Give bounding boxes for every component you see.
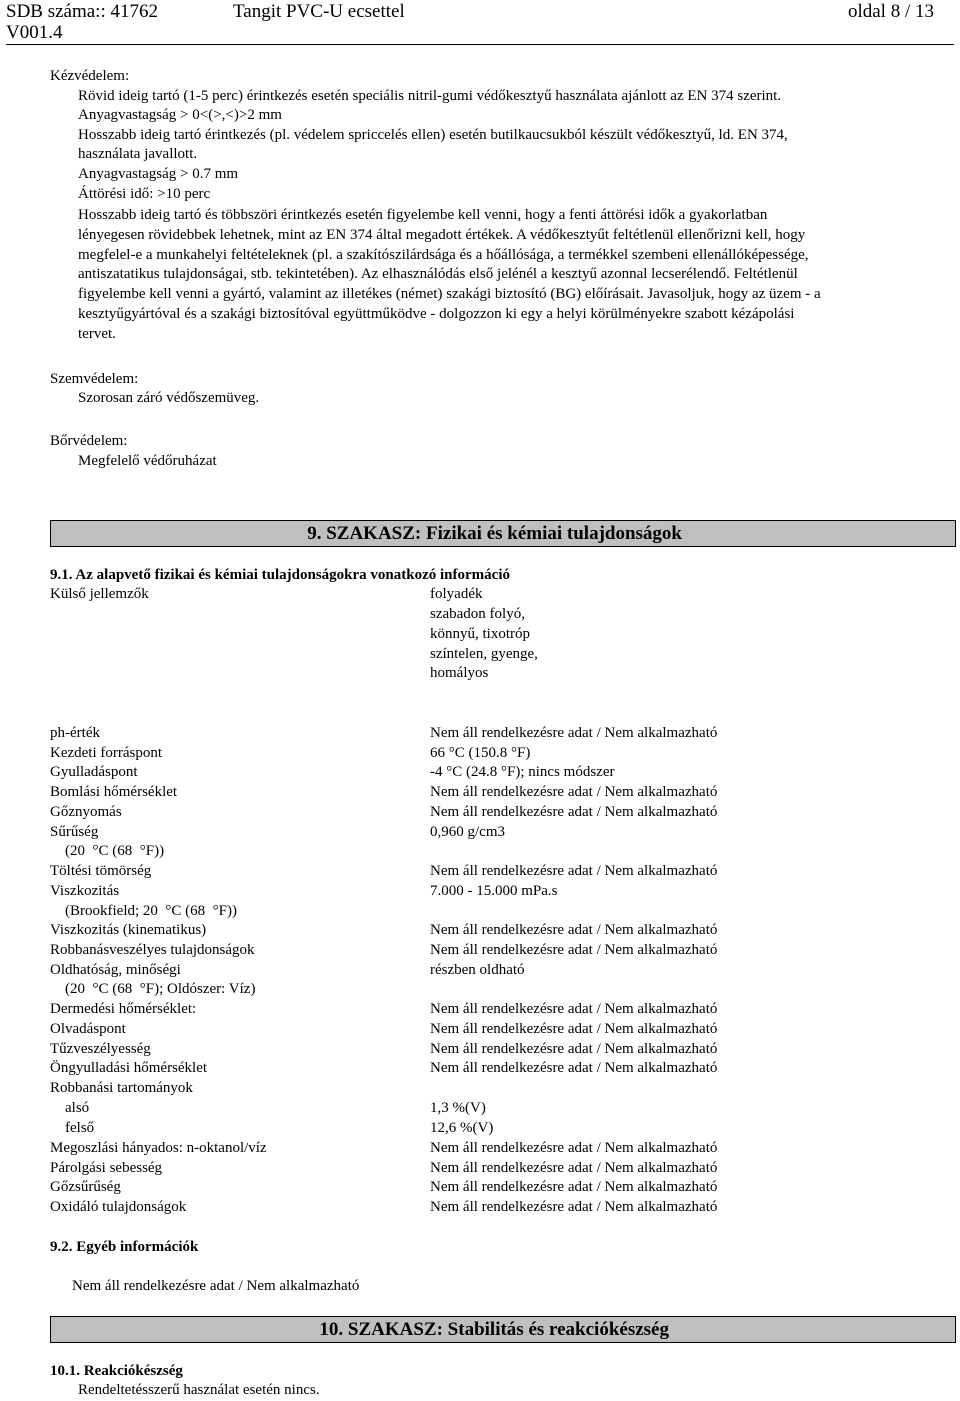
property-label: Megoszlási hányados: n-oktanol/víz bbox=[50, 1140, 267, 1156]
sdb-number: SDB száma:: 41762 bbox=[6, 1, 158, 22]
property-label: Dermedési hőmérséklet: bbox=[50, 1001, 197, 1017]
property-value: Nem áll rendelkezésre adat / Nem alkalmazható bbox=[430, 784, 718, 800]
header-divider bbox=[6, 44, 954, 45]
property-label: Oxidáló tulajdonságok bbox=[50, 1199, 187, 1215]
section-9-header bbox=[50, 520, 956, 547]
property-value: Nem áll rendelkezésre adat / Nem alkalmazható bbox=[430, 1001, 718, 1017]
property-label: Tűzveszélyesség bbox=[50, 1041, 151, 1057]
hand-line: Hosszabb ideig tartó érintkezés (pl. védelem spriccelés ellen) esetén butilkaucsukból készült védőkesztyű, ld. EN 374, bbox=[78, 127, 788, 143]
hand-line: Anyagvastagság > 0<(>,<)>2 mm bbox=[78, 107, 282, 123]
property-value: Nem áll rendelkezésre adat / Nem alkalmazható bbox=[430, 1179, 718, 1195]
property-label: Viszkozitás (kinematikus) bbox=[50, 922, 207, 938]
other-info-text: Nem áll rendelkezésre adat / Nem alkalmazható bbox=[72, 1278, 360, 1294]
property-label: Kezdeti forráspont bbox=[50, 745, 163, 761]
hand-line: antiszatatikus tulajdonságai, stb. tekintetében). Az elhasználódás első jelénél a kesztyű azonnal lecserélendő. Feltétlenül bbox=[78, 266, 798, 282]
property-label: Töltési tömörség bbox=[50, 863, 152, 879]
hand-line: Rövid ideig tartó (1-5 perc) érintkezés esetén speciális nitril-gumi védőkesztyű használata ajánlott az EN 374 szerint. bbox=[78, 88, 782, 104]
property-label: Gőznyomás bbox=[50, 804, 122, 820]
hand-line: megfelel-e a munkahelyi feltételeknek (pl. a szakítószilárdsága és a hőállósága, a termékkel szembeni ellenállóképessége, bbox=[78, 247, 809, 263]
appearance-label: Külső jellemzők bbox=[50, 586, 149, 602]
section-9-title: 9. SZAKASZ: Fizikai és kémiai tulajdonságok bbox=[307, 523, 682, 544]
property-value: Nem áll rendelkezésre adat / Nem alkalmazható bbox=[430, 725, 718, 741]
property-value: 0,960 g/cm3 bbox=[430, 824, 505, 840]
property-value: 7.000 - 15.000 mPa.s bbox=[430, 883, 558, 899]
property-label: Sűrűség bbox=[50, 824, 99, 840]
reactivity-text: Rendeltetésszerű használat esetén nincs. bbox=[78, 1382, 320, 1398]
subsection-9-1-title: 9.1. Az alapvető fizikai és kémiai tulajdonságokra vonatkozó információ bbox=[50, 567, 510, 583]
property-label: (20 °C (68 °F)) bbox=[50, 843, 165, 859]
appearance-value: könnyű, tixotróp bbox=[430, 626, 530, 642]
property-value: Nem áll rendelkezésre adat / Nem alkalmazható bbox=[430, 1140, 718, 1156]
section-10-title: 10. SZAKASZ: Stabilitás és reakciókészség bbox=[319, 1319, 669, 1340]
hand-line: Hosszabb ideig tartó és többszöri érintkezés esetén figyelembe kell venni, hogy a fenti áttörési idők a gyakorlatban bbox=[78, 207, 768, 223]
appearance-value: szabadon folyó, bbox=[430, 606, 525, 622]
property-label: Olvadáspont bbox=[50, 1021, 126, 1037]
property-value: Nem áll rendelkezésre adat / Nem alkalmazható bbox=[430, 804, 718, 820]
property-value: -4 °C (24.8 °F); nincs módszer bbox=[430, 764, 615, 780]
eye-protection-title: Szemvédelem: bbox=[50, 371, 139, 387]
property-value: 66 °C (150.8 °F) bbox=[430, 745, 531, 761]
eye-protection-text: Szorosan záró védőszemüveg. bbox=[78, 390, 260, 406]
property-value: 1,3 %(V) bbox=[430, 1100, 486, 1116]
page-number: oldal 8 / 13 bbox=[847, 1, 934, 22]
property-label: Robbanásveszélyes tulajdonságok bbox=[50, 942, 255, 958]
appearance-value: homályos bbox=[430, 665, 489, 681]
property-value: Nem áll rendelkezésre adat / Nem alkalmazható bbox=[430, 1041, 718, 1057]
appearance-value: folyadék bbox=[430, 586, 483, 602]
property-label: alsó bbox=[50, 1100, 90, 1116]
hand-line: Anyagvastagság > 0.7 mm bbox=[78, 166, 239, 182]
property-value: Nem áll rendelkezésre adat / Nem alkalmazható bbox=[430, 863, 718, 879]
property-label: (Brookfield; 20 °C (68 °F)) bbox=[50, 903, 237, 919]
hand-line: lényegesen rövidebbek lehetnek, mint az EN 374 által megadott értékek. A védőkesztyűt feltétlenül ellenőrizni kell, hogy bbox=[78, 227, 806, 243]
property-value: Nem áll rendelkezésre adat / Nem alkalmazható bbox=[430, 942, 718, 958]
hand-line: használata javallott. bbox=[78, 146, 198, 162]
version: V001.4 bbox=[6, 22, 63, 43]
subsection-9-2-title: 9.2. Egyéb információk bbox=[50, 1239, 199, 1255]
property-label: Robbanási tartományok bbox=[50, 1080, 193, 1096]
hand-line: tervet. bbox=[78, 326, 116, 342]
property-label: Oldhatóság, minőségi bbox=[50, 962, 181, 978]
property-value: Nem áll rendelkezésre adat / Nem alkalmazható bbox=[430, 1060, 718, 1076]
property-label: Öngyulladási hőmérséklet bbox=[50, 1060, 208, 1076]
section-10-header bbox=[50, 1316, 956, 1343]
property-value: Nem áll rendelkezésre adat / Nem alkalmazható bbox=[430, 922, 718, 938]
property-value: Nem áll rendelkezésre adat / Nem alkalmazható bbox=[430, 1021, 718, 1037]
property-label: Bomlási hőmérséklet bbox=[50, 784, 178, 800]
property-label: Viszkozitás bbox=[50, 883, 120, 899]
property-value: Nem áll rendelkezésre adat / Nem alkalmazható bbox=[430, 1160, 718, 1176]
hand-line: kesztyűgyártóval és a szakági biztosítóval együttműködve - dolgozzon ki egy a helyi körülményekre szabott kézápolási bbox=[78, 306, 795, 322]
skin-protection-title: Bőrvédelem: bbox=[50, 433, 128, 449]
property-label: felső bbox=[50, 1120, 95, 1136]
property-value: 12,6 %(V) bbox=[430, 1120, 494, 1136]
hand-line: Áttörési idő: >10 perc bbox=[78, 186, 211, 202]
property-value: részben oldható bbox=[430, 962, 525, 978]
hand-protection-title: Kézvédelem: bbox=[50, 68, 130, 84]
skin-protection-text: Megfelelő védőruházat bbox=[78, 453, 217, 469]
property-label: ph-érték bbox=[50, 725, 100, 741]
subsection-10-1-title: 10.1. Reakciókészség bbox=[50, 1363, 183, 1379]
property-label: Gyulladáspont bbox=[50, 764, 138, 780]
hand-line: figyelembe kell venni a gyártó, valamint az illetékes (német) szakági biztosító (BG) előírásait. Javasoljuk, hogy az üzem - a bbox=[78, 286, 821, 302]
page-header bbox=[0, 0, 960, 46]
property-label: (20 °C (68 °F); Oldószer: Víz) bbox=[50, 981, 256, 997]
property-value: Nem áll rendelkezésre adat / Nem alkalmazható bbox=[430, 1199, 718, 1215]
appearance-value: színtelen, gyenge, bbox=[430, 646, 538, 662]
property-label: Gőzsűrűség bbox=[50, 1179, 121, 1195]
product-name: Tangit PVC-U ecsettel bbox=[233, 1, 405, 22]
property-label: Párolgási sebesség bbox=[50, 1160, 163, 1176]
